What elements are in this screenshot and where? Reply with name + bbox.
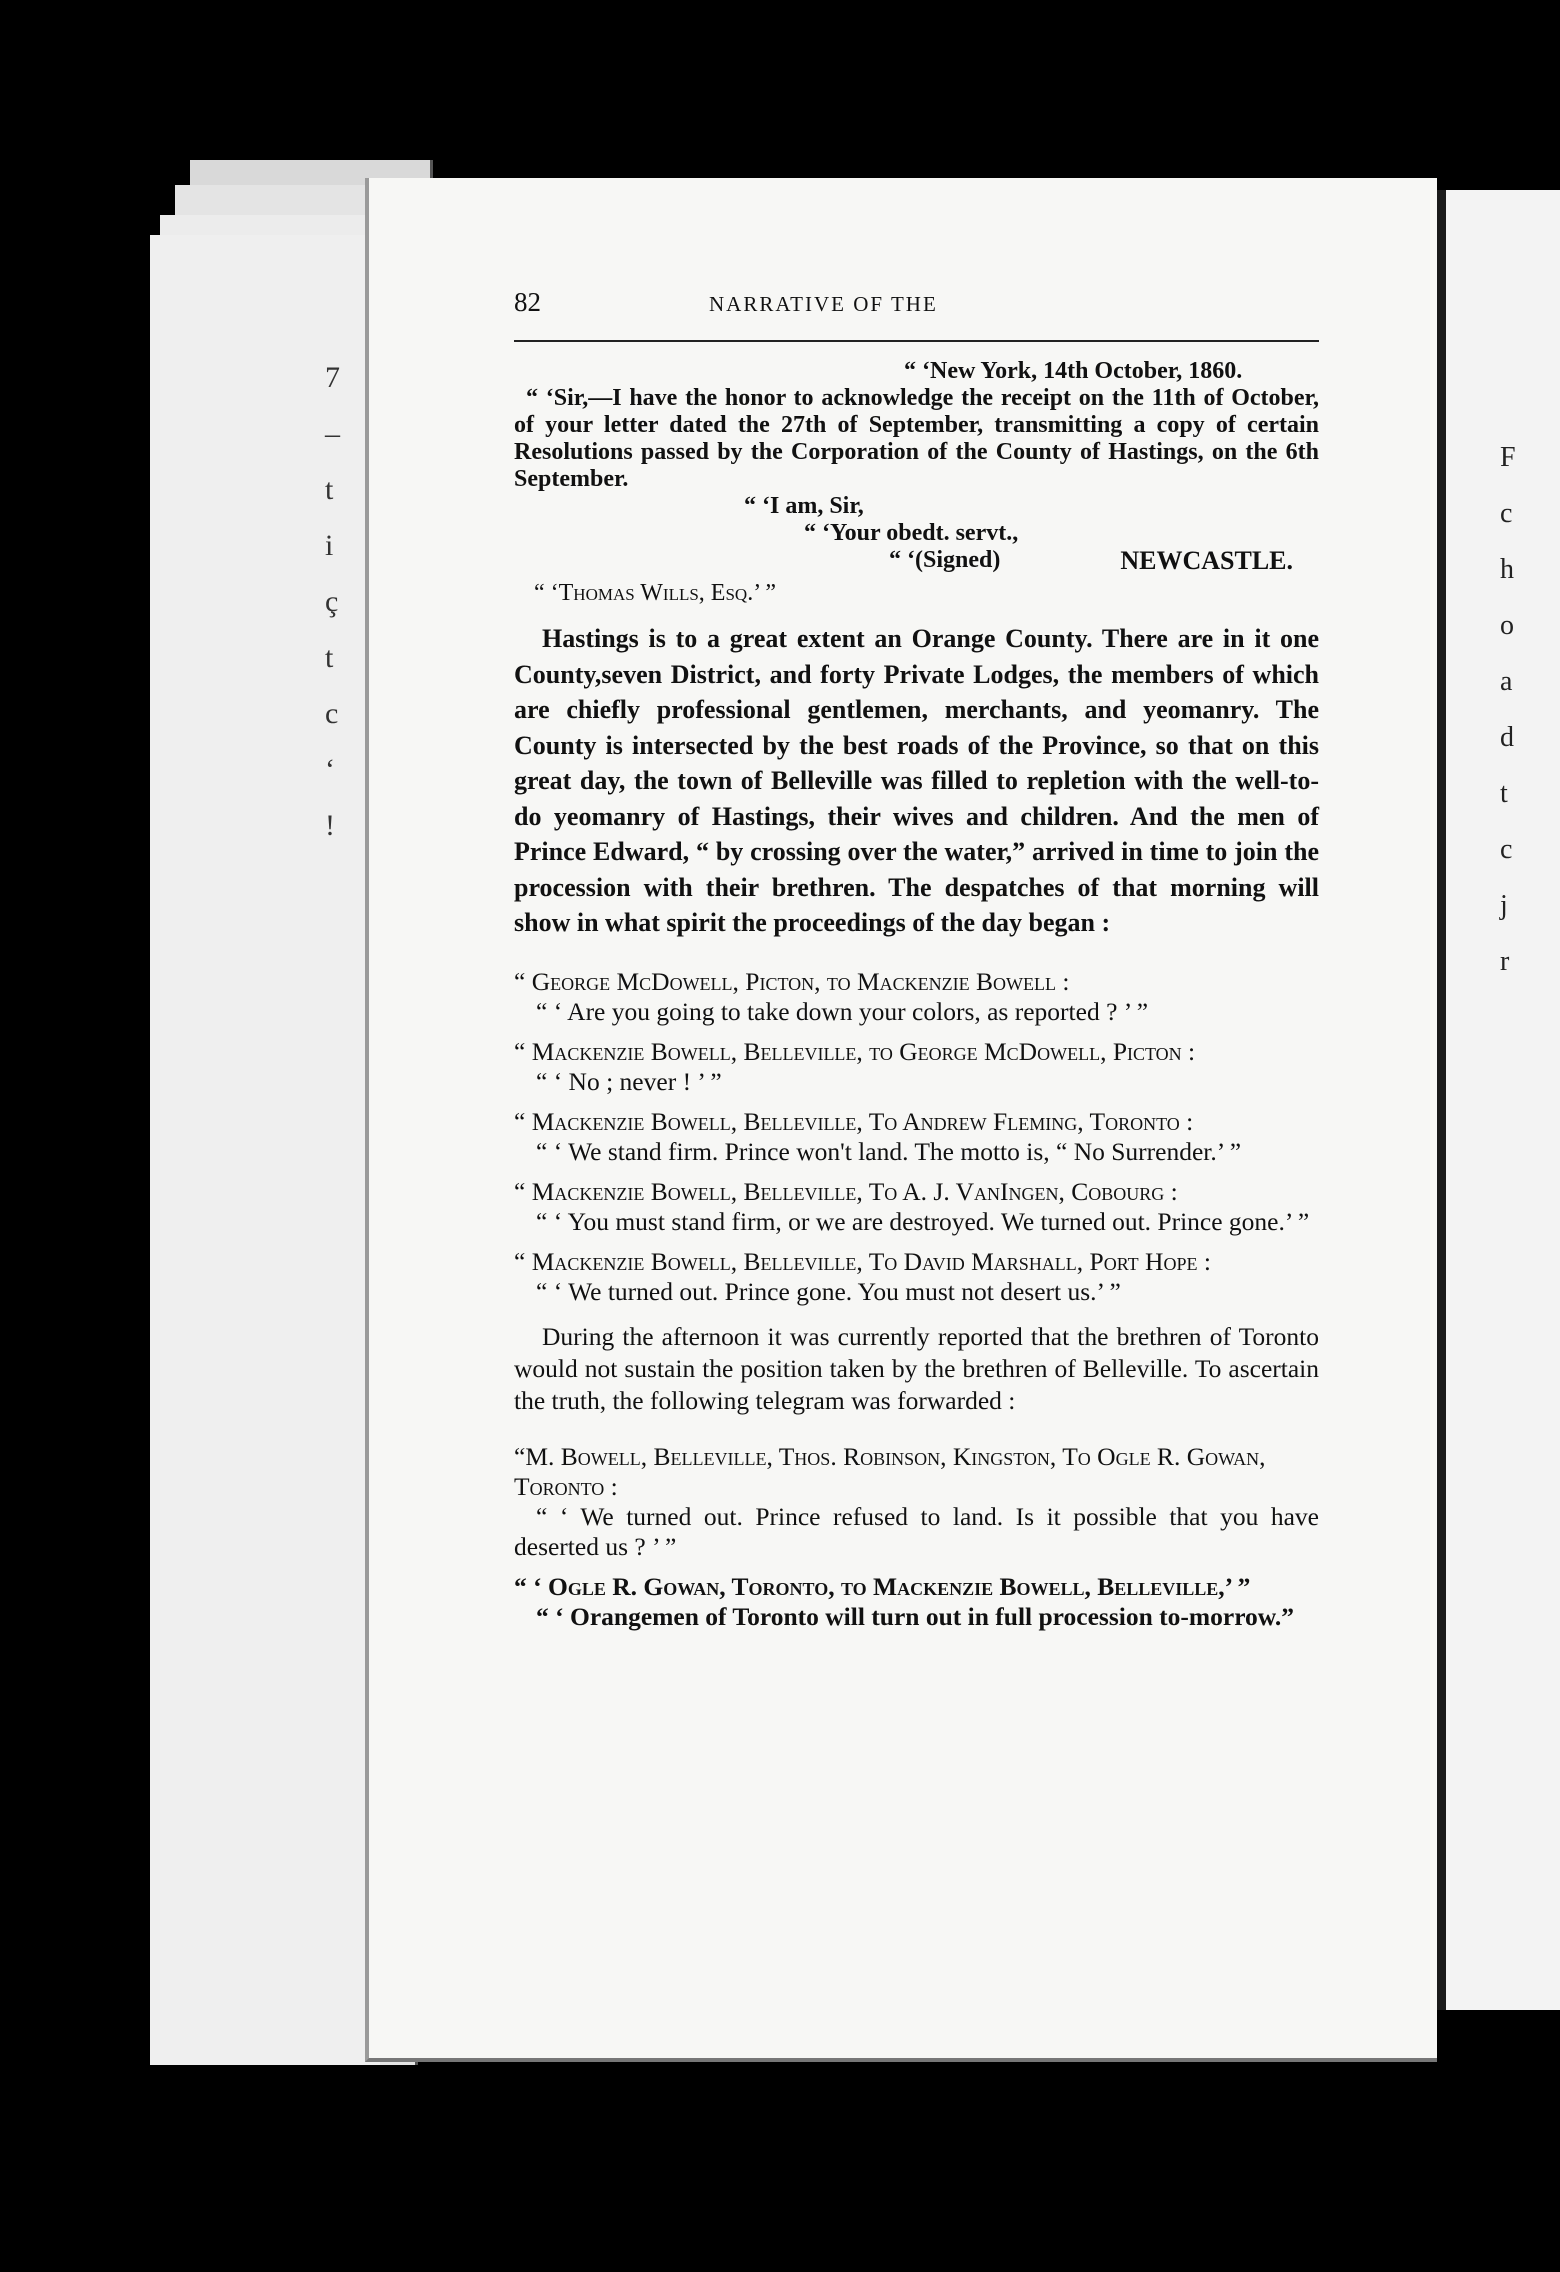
telegram-head: “ George McDowell, Picton, to Mackenzie Bowell : [514,966,1070,996]
left-fragment: t [325,641,334,674]
telegram-head: “ ‘ Ogle R. Gowan, Toronto, to Mackenzie Bowell, Belleville,’ ” [514,1572,1251,1601]
right-fragment: r [1500,946,1510,977]
right-fragment: a [1500,666,1513,697]
quoted-letter [514,358,1319,607]
right-fragment: c [1500,498,1513,529]
left-fragment: ‘ [325,753,335,786]
letter-dateline: “ ‘New York, 14th October, 1860. [904,358,1243,384]
telegram-head: “ Mackenzie Bowell, Belleville, To David Marshall, Port Hope : [514,1246,1211,1276]
letter-addressee: “ ‘Thomas Wills, Esq.’ ” [534,580,777,606]
page-header [514,288,1319,342]
left-fragment: t [325,473,334,506]
left-fragment: c [325,697,339,730]
left-fragment: ! [325,809,335,842]
paragraph-afternoon: During the afternoon it was currently reported that the brethren of Toronto would not sustain the position taken by the brethren of Belleville. To ascertain the truth, the following telegram was forwarded : [514,1321,1319,1415]
letter-signature: NEWCASTLE. [1120,546,1293,575]
telegram-message: “ ‘ We turned out. Prince refused to land. Is it possible that you have deserted us ? ’ ” [514,1502,1319,1561]
telegram [514,1107,1319,1167]
letter-closing-1: “ ‘I am, Sir, [744,493,864,519]
telegram-message: “ ‘ Are you going to take down your colors, as reported ? ’ ” [536,996,1149,1026]
telegram [514,1247,1319,1307]
telegram-message: “ ‘ You must stand firm, or we are destroyed. We turned out. Prince gone.’ ” [536,1206,1310,1236]
left-fragment: 7 [325,361,340,394]
letter-body: “ ‘Sir,—I have the honor to acknowledge the receipt on the 11th of October, of your letter dated the 27th of September, transmitting a copy of certain Resolutions passed by the Corporation of the County of Hastings, on the 6th September. [514,385,1319,492]
telegram-final [514,1442,1319,1562]
telegram [514,967,1319,1027]
right-fragment: j [1500,890,1508,921]
letter-signed: “ ‘(Signed) [889,547,1001,573]
telegram-head: “ Mackenzie Bowell, Belleville, To Andrew Fleming, Toronto : [514,1106,1194,1136]
right-fragment: h [1500,554,1514,585]
running-head: NARRATIVE OF THE [709,292,938,316]
telegram-head: “ Mackenzie Bowell, Belleville, to George McDowell, Picton : [514,1036,1196,1066]
left-margin-fragments [325,350,365,854]
telegram [514,1177,1319,1237]
page-number: 82 [514,287,541,317]
right-adjacent-page [1432,190,1560,2010]
book-page [365,178,1437,2062]
page-content [514,288,1319,1632]
telegram-head: “M. Bowell, Belleville, Thos. Robinson, Kingston, To Ogle R. Gowan, Toronto : [514,1442,1266,1501]
telegram-message: “ ‘ Orangemen of Toronto will turn out in full procession to-morrow.” [536,1602,1294,1631]
right-fragment: F [1500,442,1516,473]
right-fragment: o [1500,610,1514,641]
paragraph-hastings: Hastings is to a great extent an Orange County. There are in it one County,seven District, and forty Private Lodges, the members of which are chiefly professional gentlemen, merchants, and yeomanry. The County is intersected by the best roads of the Province, so that on this great day, the town of Belleville was filled to repletion with the well-to-do yeomanry of Hastings, their wives and children. And the men of Prince Edward, “ by crossing over the water,” arrived in time to join the procession with their brethren. The despatches of that morning will show in what spirit the proceedings of the day began : [514,624,1319,937]
telegram-head: “ Mackenzie Bowell, Belleville, To A. J. VanIngen, Cobourg : [514,1176,1178,1206]
left-fragment: – [325,417,340,450]
telegram-message: “ ‘ We stand firm. Prince won't land. The motto is, “ No Surrender.’ ” [536,1136,1242,1166]
letter-closing-2: “ ‘Your obedt. servt., [804,520,1019,546]
letter-signature-line [514,547,1319,574]
telegram-message: “ ‘ We turned out. Prince gone. You must not desert us.’ ” [536,1276,1121,1306]
right-fragment: t [1500,778,1508,809]
left-fragment: i [325,529,334,562]
left-fragment: ç [325,585,339,618]
right-fragment: d [1500,722,1514,753]
telegram [514,1037,1319,1097]
right-margin-fragments [1500,430,1540,990]
telegram-reply [514,1572,1319,1632]
right-fragment: c [1500,834,1513,865]
telegram-message: “ ‘ No ; never ! ’ ” [536,1066,722,1096]
